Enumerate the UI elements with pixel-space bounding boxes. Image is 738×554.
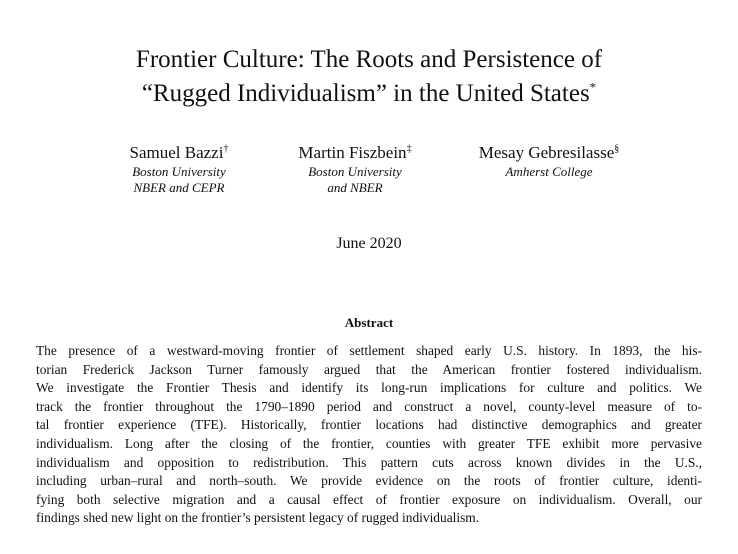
author-name-text: Samuel Bazzi [129, 143, 224, 162]
abstract-line: findings shed new light on the frontier’s persistent legacy of rugged individualism. [36, 510, 480, 526]
abstract-line: We investigate the Frontier Thesis and identify its long-run implications for culture and politics. We [36, 380, 702, 396]
author-footnote-mark: § [614, 143, 620, 155]
author-affiliation: Boston University [308, 164, 402, 179]
author-affiliation: Boston University [132, 164, 226, 179]
author-name [90, 142, 268, 164]
abstract-line: individualism and opposition to redistribution. This pattern cuts across known divides in the U.S., [36, 454, 702, 470]
author-name-text: Mesay Gebresilasse [478, 143, 615, 162]
title-line-2-text: “Rugged Individualism” in the United States [141, 80, 590, 107]
abstract-line: individualism. Long after the closing of the frontier, counties with greater TFE exhibit more pervasive [36, 435, 702, 451]
author-name-text: Martin Fiszbein [298, 143, 407, 162]
author-footnote-mark: ‡ [406, 143, 412, 155]
author-2 [270, 142, 440, 196]
author-affiliation: and NBER [327, 180, 383, 195]
title-line-2 [0, 77, 738, 111]
abstract-heading: Abstract [344, 315, 394, 330]
author-name [445, 142, 653, 164]
abstract-line: The presence of a westward-moving frontier of settlement shaped early U.S. history. In 1893, the his- [36, 343, 702, 358]
abstract-line: tal frontier experience (TFE). Historically, frontier locations had distinctive demographics and greater [36, 417, 702, 433]
author-footnote-mark: † [223, 143, 229, 155]
author-affiliation: Amherst College [505, 164, 593, 179]
title-line-1: Frontier Culture: The Roots and Persistence of [135, 46, 603, 73]
abstract-line: torian Frederick Jackson Turner famously argued that the American frontier fostered individualism. [36, 361, 702, 377]
author-name [270, 142, 440, 164]
abstract-line: track the frontier throughout the 1790–1890 period and construct a novel, county-level measure of to- [36, 398, 702, 414]
author-affiliation: NBER and CEPR [133, 180, 225, 195]
title-footnote-mark: * [589, 79, 597, 95]
abstract-line: fying both selective migration and a causal effect of frontier exposure on individualism. Overall, our [36, 491, 702, 507]
paper-title [0, 43, 738, 111]
author-1 [90, 142, 268, 196]
author-3 [445, 142, 653, 180]
abstract-line: including urban–rural and north–south. We provide evidence on the roots of frontier culture, identi- [36, 473, 702, 489]
abstract-body [36, 342, 702, 528]
publication-date: June 2020 [336, 235, 402, 252]
